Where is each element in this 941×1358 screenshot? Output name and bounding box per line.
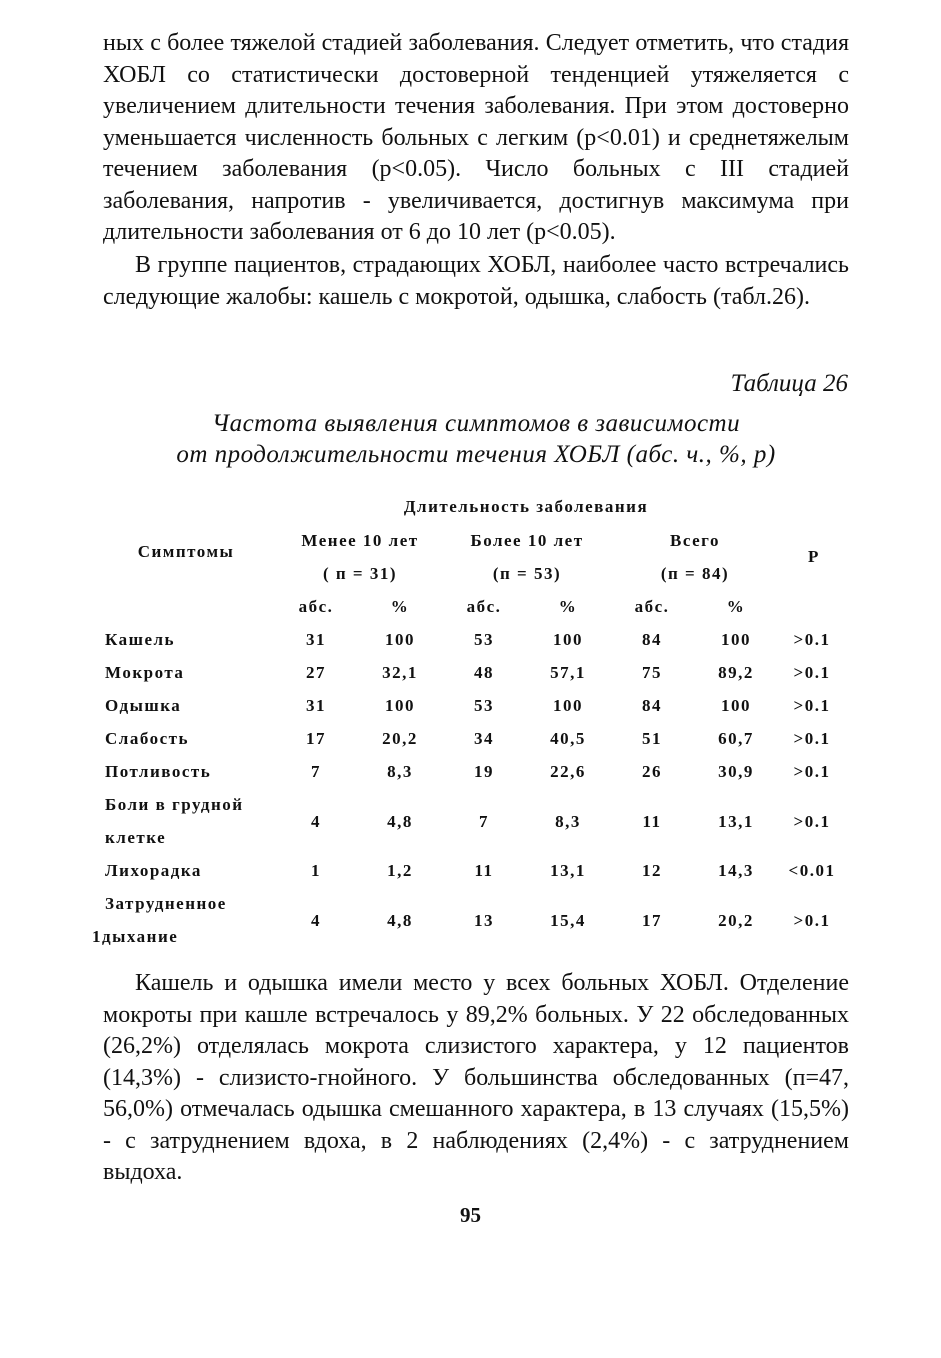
table-caption-line-1: Частота выявления симптомов в зависимости [211,410,741,437]
row-symptom-name-line-2: 1дыхание [92,927,179,946]
row-value-a3: 12 [642,861,662,880]
row-symptom-name: Потливость [105,762,212,781]
row-value-p2: 40,5 [550,729,586,748]
header-duration-group: Длительность заболевания [403,497,649,516]
page-number: 95 [460,1203,481,1227]
paragraph-3 [103,968,849,1189]
row-value-a1: 17 [306,729,326,748]
row-value-p1: 32,1 [382,663,418,682]
row-symptom-name: Боли в грудной [105,795,244,814]
table-caption [103,408,849,470]
header-total: Всего [670,531,720,550]
row-value-a2: 34 [474,729,494,748]
row-value-a2: 7 [479,812,489,831]
row-value-p3: 89,2 [718,663,754,682]
row-value-a3: 84 [642,630,662,649]
paragraph-3-text: Кашель и одышка имели место у всех больных ХОБЛ. Отделение мокроты при кашле встречалось у 89,2% больных. У 22 обследованных (26,2%) отделялась мокрота слизистого характера, у 12 пациентов (14,3%) - слизисто-гнойного. У большинства обследованных (п=47, 56,0%) отмечалась одышка смешанного характера, в 13 случаях (15,5%) - с затруднением вдоха, в 2 наблюдениях (2,4%) - с затруднением выдоха. [103,970,849,1185]
header-p: Р [808,547,820,566]
row-value-p1: 100 [385,630,415,649]
row-value-p1: 100 [385,696,415,715]
row-value-p2: 100 [553,630,583,649]
row-value-a1: 7 [311,762,321,781]
row-value-a3: 51 [642,729,662,748]
table-number: Таблица 26 [730,370,848,397]
header-more-10: Более 10 лет [470,531,584,550]
row-value-p2: 13,1 [550,861,586,880]
row-value-p2: 15,4 [550,911,586,930]
row-value-a3: 17 [642,911,662,930]
header-pct-3: % [726,597,746,616]
row-value-a2: 13 [474,911,494,930]
row-value-p: >0.1 [793,663,831,682]
table-caption-line-2: от продолжительности течения ХОБЛ (абс. ч., %, р) [176,441,776,468]
row-value-a2: 19 [474,762,494,781]
header-abs-2: абс. [466,597,502,616]
row-symptom-name: Мокрота [105,663,185,682]
row-value-p2: 8,3 [555,812,581,831]
row-value-p2: 57,1 [550,663,586,682]
row-value-a1: 31 [306,696,326,715]
header-less-10-n: ( п = 31) [322,564,398,583]
row-value-p3: 13,1 [718,812,754,831]
row-value-a1: 1 [311,861,321,880]
header-pct-1: % [390,597,410,616]
row-value-p3: 100 [721,630,751,649]
row-value-p1: 20,2 [382,729,418,748]
row-value-a1: 4 [311,911,321,930]
paragraph-2 [103,250,849,313]
header-abs-1: абс. [298,597,334,616]
paragraph-1: ных с более тяжелой стадией заболевания. Следует отметить, что стадия ХОБЛ со статистически достоверной тенденцией утяжеляется с увеличением длительности течения заболевания. При этом достоверно уменьшается численность больных с легким (р<0.01) и среднетяжелым течением заболевания (р<0.05). Число больных с III стадией заболевания, напротив - увеличивается, достигнув максимума при длительности заболевания от 6 до 10 лет (р<0.05). [103,30,849,245]
row-value-p1: 1,2 [387,861,413,880]
row-value-a2: 53 [474,696,494,715]
row-value-p: >0.1 [793,762,831,781]
row-value-p3: 20,2 [718,911,754,930]
row-value-p: >0.1 [793,911,831,930]
row-value-p2: 22,6 [550,762,586,781]
row-symptom-name: Затрудненное [105,894,227,913]
row-symptom-name: Лихорадка [105,861,202,880]
row-value-p1: 4,8 [387,812,413,831]
row-symptom-name: Кашель [105,630,176,649]
row-value-p3: 30,9 [718,762,754,781]
header-pct-2: % [558,597,578,616]
row-value-p2: 100 [553,696,583,715]
header-symptoms: Симптомы [137,542,235,561]
row-value-a1: 27 [306,663,326,682]
row-symptom-name: Одышка [105,696,182,715]
symptom-table [0,490,941,950]
row-value-p: >0.1 [793,729,831,748]
header-total-n: (п = 84) [660,564,730,583]
row-value-a2: 11 [474,861,494,880]
row-value-p1: 4,8 [387,911,413,930]
paragraph-2-text: В группе пациентов, страдающих ХОБЛ, наиболее часто встречались следующие жалобы: кашель с мокротой, одышка, слабость (табл.26). [103,252,849,310]
row-value-a3: 84 [642,696,662,715]
row-symptom-name: Слабость [105,729,189,748]
row-value-p: >0.1 [793,812,831,831]
header-more-10-n: (п = 53) [492,564,562,583]
row-value-a3: 26 [642,762,662,781]
row-value-a3: 75 [642,663,662,682]
header-less-10: Менее 10 лет [301,531,419,550]
row-value-p3: 100 [721,696,751,715]
row-value-p: >0.1 [793,630,831,649]
row-symptom-name-line-2: клетке [105,828,167,847]
row-value-a1: 4 [311,812,321,831]
row-value-a2: 48 [474,663,494,682]
row-value-a1: 31 [306,630,326,649]
row-value-a2: 53 [474,630,494,649]
row-value-p: >0.1 [793,696,831,715]
row-value-a3: 11 [642,812,662,831]
row-value-p3: 60,7 [718,729,754,748]
row-value-p1: 8,3 [387,762,413,781]
row-value-p: <0.01 [788,861,836,880]
header-abs-3: абс. [634,597,670,616]
row-value-p3: 14,3 [718,861,754,880]
